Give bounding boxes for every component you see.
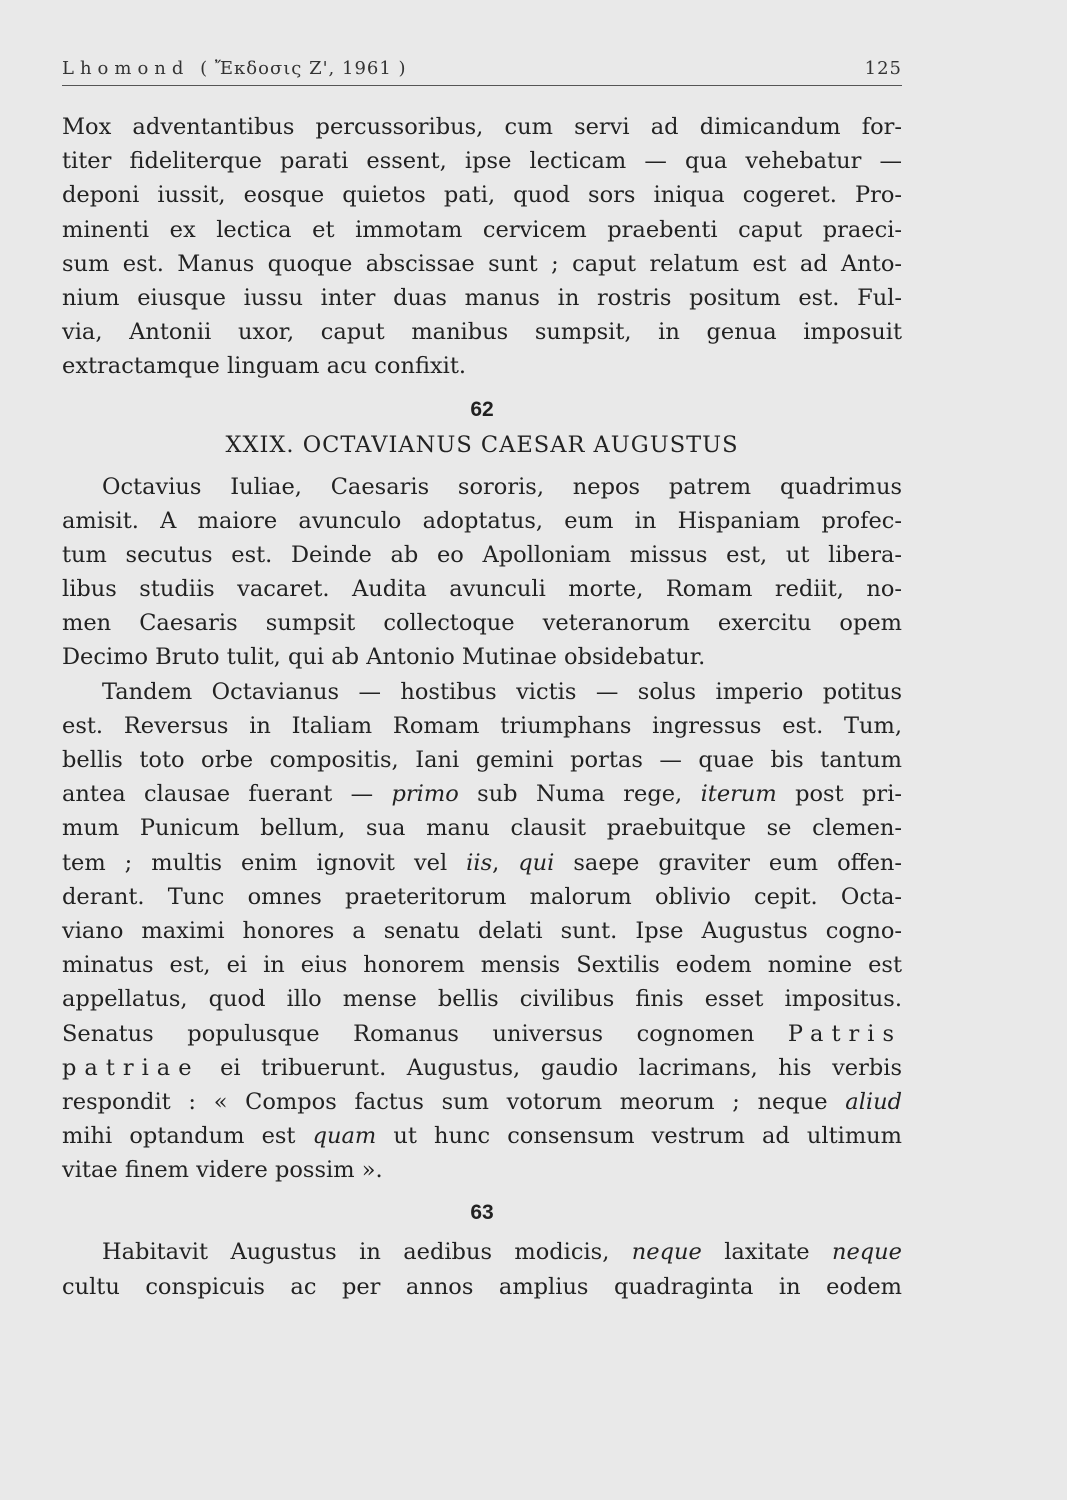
text-segment: post pri- [776, 781, 902, 808]
text-line: Tandem Octavianus — hostibus victis — solus imperio potitus [102, 678, 902, 705]
text-line [62, 1235, 902, 1269]
main-text [62, 110, 902, 1304]
italic-word: neque [631, 1239, 702, 1266]
running-header [62, 58, 902, 86]
text-line: bellis toto orbe compositis, Iani gemini portas — quae bis tantum [62, 747, 902, 773]
spaced-word: patriae [62, 1054, 200, 1081]
section-number-62: 62 [470, 397, 494, 421]
text-segment: mihi optandum est [62, 1123, 313, 1150]
spaced-word: Patris [787, 1020, 902, 1047]
text-line: titer fideliterque parati essent, ipse lecticam — qua vehebatur — [62, 148, 902, 175]
paragraph-4 [62, 1235, 902, 1303]
italic-word: aliud [845, 1088, 902, 1115]
header-left [62, 58, 411, 79]
text-line: viano maximi honores a senatu delati sunt. Ipse Augustus cogno- [62, 917, 902, 944]
text-line: minenti ex lectica et immotam cervicem praebenti caput praeci- [62, 216, 902, 243]
text-line [62, 777, 902, 811]
text-segment: antea clausae fuerant — [62, 781, 392, 808]
text-line: Octavius Iuliae, Caesaris sororis, nepos patrem quadrimus [102, 473, 902, 500]
text-segment: Habitavit Augustus in aedibus modicis, [102, 1239, 632, 1266]
section-number-63: 63 [470, 1201, 494, 1225]
text-segment: ei tribuerunt. Augustus, gaudio lacrimans, his verbis [199, 1054, 902, 1081]
text-line [62, 1119, 902, 1153]
chapter-title: XXIX. OCTAVIANUS CAESAR AUGUSTUS [225, 431, 739, 458]
text-line [62, 1051, 902, 1085]
text-line: tum secutus est. Deinde ab eo Apolloniam missus est, ut libera- [62, 541, 902, 568]
text-line: est. Reversus in Italiam Romam triumphans ingressus est. Tum, [62, 712, 902, 739]
header-author: Lhomond [62, 58, 190, 79]
text-line: men Caesaris sumpsit collectoque veteranorum exercitu opem [62, 610, 902, 637]
text-line: vitae finem videre possim ». [62, 1157, 383, 1184]
italic-word: quam [312, 1123, 377, 1150]
text-segment: , [492, 849, 519, 876]
italic-word: iterum [700, 781, 777, 808]
text-segment: Senatus populusque Romanus universus cognomen [62, 1020, 788, 1047]
text-segment: saepe graviter eum offen- [554, 849, 903, 876]
text-line: derant. Tunc omnes praeteritorum malorum oblivio cepit. Octa- [62, 883, 902, 910]
paragraph-3 [62, 675, 902, 1188]
text-line [62, 846, 902, 880]
italic-word: qui [518, 849, 555, 876]
text-line: amisit. A maiore avunculo adoptatus, eum in Hispaniam profec- [62, 507, 902, 534]
text-line: extractamque linguam acu confixit. [62, 353, 467, 380]
text-segment: sub Numa rege, [458, 781, 701, 808]
italic-word: neque [831, 1239, 902, 1266]
header-edition: ( Ἔκδοσις Ζ', 1961 ) [200, 58, 407, 79]
page-number: 125 [864, 58, 902, 79]
text-line: Mox adventantibus percussoribus, cum servi ad dimicandum for- [62, 114, 902, 140]
italic-word: primo [391, 781, 459, 808]
text-line: mum Punicum bellum, sua manu clausit praebuitque se clemen- [62, 815, 902, 842]
text-line: sum est. Manus quoque abscissae sunt ; caput relatum est ad Anto- [62, 250, 902, 277]
text-line [62, 1085, 902, 1119]
text-segment: laxitate [701, 1239, 832, 1266]
paragraph-1 [62, 110, 902, 384]
text-line: via, Antonii uxor, caput manibus sumpsit, in genua imposuit [62, 319, 902, 346]
italic-word: iis [466, 849, 493, 876]
text-line [62, 1017, 902, 1051]
text-segment: ut hunc consensum vestrum ad ultimum [376, 1123, 902, 1150]
text-line: nium eiusque iussu inter duas manus in rostris positum est. Ful- [62, 284, 902, 311]
text-line: deponi iussit, eosque quietos pati, quod sors iniqua cogeret. Pro- [62, 182, 902, 209]
paragraph-2 [62, 470, 902, 675]
text-segment: respondit : « Compos factus sum votorum meorum ; neque [62, 1088, 846, 1115]
book-page [62, 58, 902, 1304]
text-line: libus studiis vacaret. Audita avunculi morte, Romam rediit, no- [62, 576, 902, 603]
text-line: cultu conspicuis ac per annos amplius quadraginta in eodem [62, 1273, 902, 1300]
text-line: appellatus, quod illo mense bellis civilibus finis esset impositus. [62, 986, 902, 1013]
text-segment: tem ; multis enim ignovit vel [62, 849, 467, 876]
text-line: Decimo Bruto tulit, qui ab Antonio Mutinae obsidebatur. [62, 644, 706, 671]
text-line: minatus est, ei in eius honorem mensis Sextilis eodem nomine est [62, 952, 902, 979]
